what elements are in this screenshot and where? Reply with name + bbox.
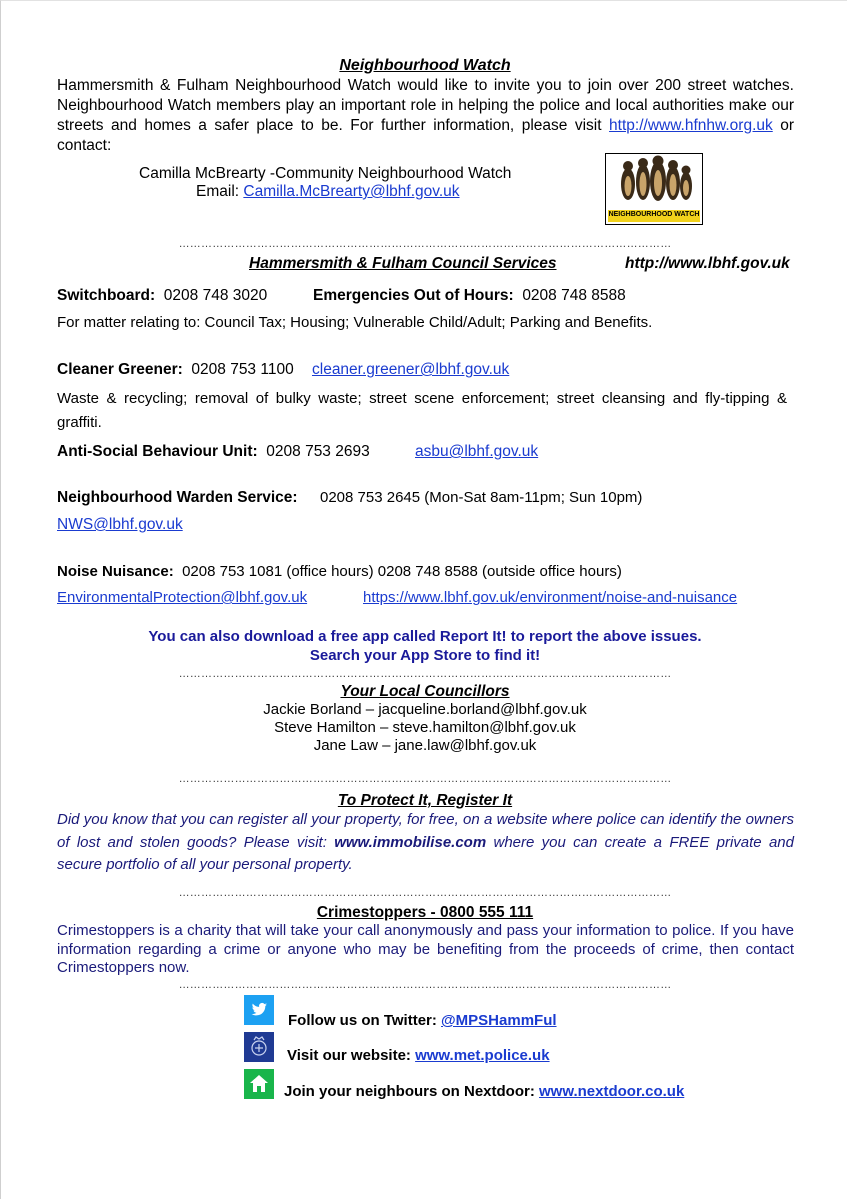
neighbourhood-watch-logo [605,153,703,225]
website-label: Visit our website: [287,1047,416,1064]
switchboard-label: Switchboard: [57,287,156,304]
nw-paragraph-text: Hammersmith & Fulham Neighbourhood Watch would like to invite you to join over 200 street watches. Neighbourhood Watch members play an important role in helping the police and local authorities make our streets and homes a safer place to be. For further information, please visit [57,77,794,134]
councillor-2: Steve Hamilton – steve.hamilton@lbhf.gov.uk [274,719,576,736]
asb-email-link[interactable]: asbu@lbhf.gov.uk [415,443,539,460]
police-crest-icon[interactable] [244,1032,274,1062]
protect-text-2: where you can create a FREE private and secure portfolio of all your personal property. [57,833,794,873]
nextdoor-label: Join your neighbours on Nextdoor: [284,1083,539,1100]
report-it-line-1: You can also download a free app called Report It! to report the above issues. [148,628,702,645]
noise-numbers: 0208 753 1081 (office hours) 0208 748 8588 (outside office hours) [182,563,622,580]
noise-website-link[interactable]: https://www.lbhf.gov.uk/environment/noise-and-nuisance [363,589,738,606]
nw-contact-email-link[interactable]: Camilla.McBrearty@lbhf.gov.uk [243,183,460,200]
nw-website-link[interactable]: http://www.hfnhw.org.uk [609,117,773,134]
councillors-title: Your Local Councillors [340,683,510,700]
twitter-label: Follow us on Twitter: [288,1012,442,1029]
nextdoor-home-icon[interactable] [244,1069,274,1099]
nw-paragraph-end: or contact: [57,117,795,154]
dotted-divider: …………………………………………………………………………………………………………………… [178,668,672,680]
switchboard-line [57,287,267,305]
protect-paragraph [57,809,794,877]
nws-number: 0208 753 2645 (Mon-Sat 8am-11pm; Sun 10pm) [320,489,643,506]
switchboard-number: 0208 748 3020 [163,287,268,304]
councillor-1: Jackie Borland – jacqueline.borland@lbhf.gov.uk [263,701,587,718]
emergencies-line [313,287,626,305]
report-it-line-2: Search your App Store to find it! [309,647,541,664]
nw-logo-text: NEIGHBOURHOOD WATCH [608,211,700,218]
protect-text-1: Did you know that you can register all your property, for free, on a website where police can identify the owners of lost and stolen goods? Please visit: [57,811,794,851]
met-police-website-link[interactable]: www.met.police.uk [415,1047,550,1064]
dotted-divider: …………………………………………………………………………………………………………………… [178,238,672,250]
cleaner-greener-label: Cleaner Greener: [57,361,183,378]
dotted-divider: …………………………………………………………………………………………………………………… [178,979,672,991]
nw-email-label: Email: [196,183,244,200]
noise-email-link[interactable]: EnvironmentalProtection@lbhf.gov.uk [57,589,308,606]
asb-label: Anti-Social Behaviour Unit: [57,443,258,460]
emergencies-label: Emergencies Out of Hours: [313,287,514,304]
protect-title: To Protect It, Register It [337,792,513,809]
website-line [287,1047,550,1064]
crimestoppers-text: Crimestoppers is a charity that will take your call anonymously and pass your information to police. If you have information regarding a crime or anyone who may be benefiting from the proceeds of crime, then contact Crimestoppers now. [57,922,794,976]
nws-email-link[interactable]: NWS@lbhf.gov.uk [57,516,183,533]
dotted-divider: …………………………………………………………………………………………………………………… [178,773,672,785]
council-matters: For matter relating to: Council Tax; Housing; Vulnerable Child/Adult; Parking and Benefits. [57,314,653,331]
council-url[interactable]: http://www.lbhf.gov.uk [625,255,790,272]
twitter-line [288,1012,557,1029]
cleaner-greener-number: 0208 753 1100 [191,361,294,378]
nws-line [57,489,298,507]
asb-number: 0208 753 2693 [266,443,370,460]
council-title: Hammersmith & Fulham Council Services [249,255,557,272]
nextdoor-website-link[interactable]: www.nextdoor.co.uk [539,1083,685,1100]
nw-contact-name: Camilla McBrearty -Community Neighbourhood Watch [139,165,512,182]
nws-label: Neighbourhood Warden Service: [57,489,298,506]
cleaner-greener-line [57,361,294,379]
immobilise-link[interactable]: www.immobilise.com [334,833,487,851]
nw-contact-email-line [196,183,460,201]
cleaner-greener-description: Waste & recycling; removal of bulky waste; street scene enforcement; street cleansing and fly-tipping & graffiti. [57,390,787,431]
asb-line [57,443,370,461]
twitter-handle-link[interactable]: @MPSHammFul [441,1012,557,1029]
nextdoor-line [284,1083,684,1100]
councillor-3: Jane Law – jane.law@lbhf.gov.uk [313,737,537,754]
nw-paragraph [57,76,794,156]
noise-line [57,563,622,580]
cleaner-greener-email-link[interactable]: cleaner.greener@lbhf.gov.uk [312,361,510,378]
nw-title: Neighbourhood Watch [339,57,511,74]
crimestoppers-title: Crimestoppers - 0800 555 111 [316,904,534,921]
noise-label: Noise Nuisance: [57,563,174,580]
dotted-divider: …………………………………………………………………………………………………………………… [178,887,672,899]
twitter-icon[interactable] [244,995,274,1025]
emergencies-number: 0208 748 8588 [522,287,626,304]
